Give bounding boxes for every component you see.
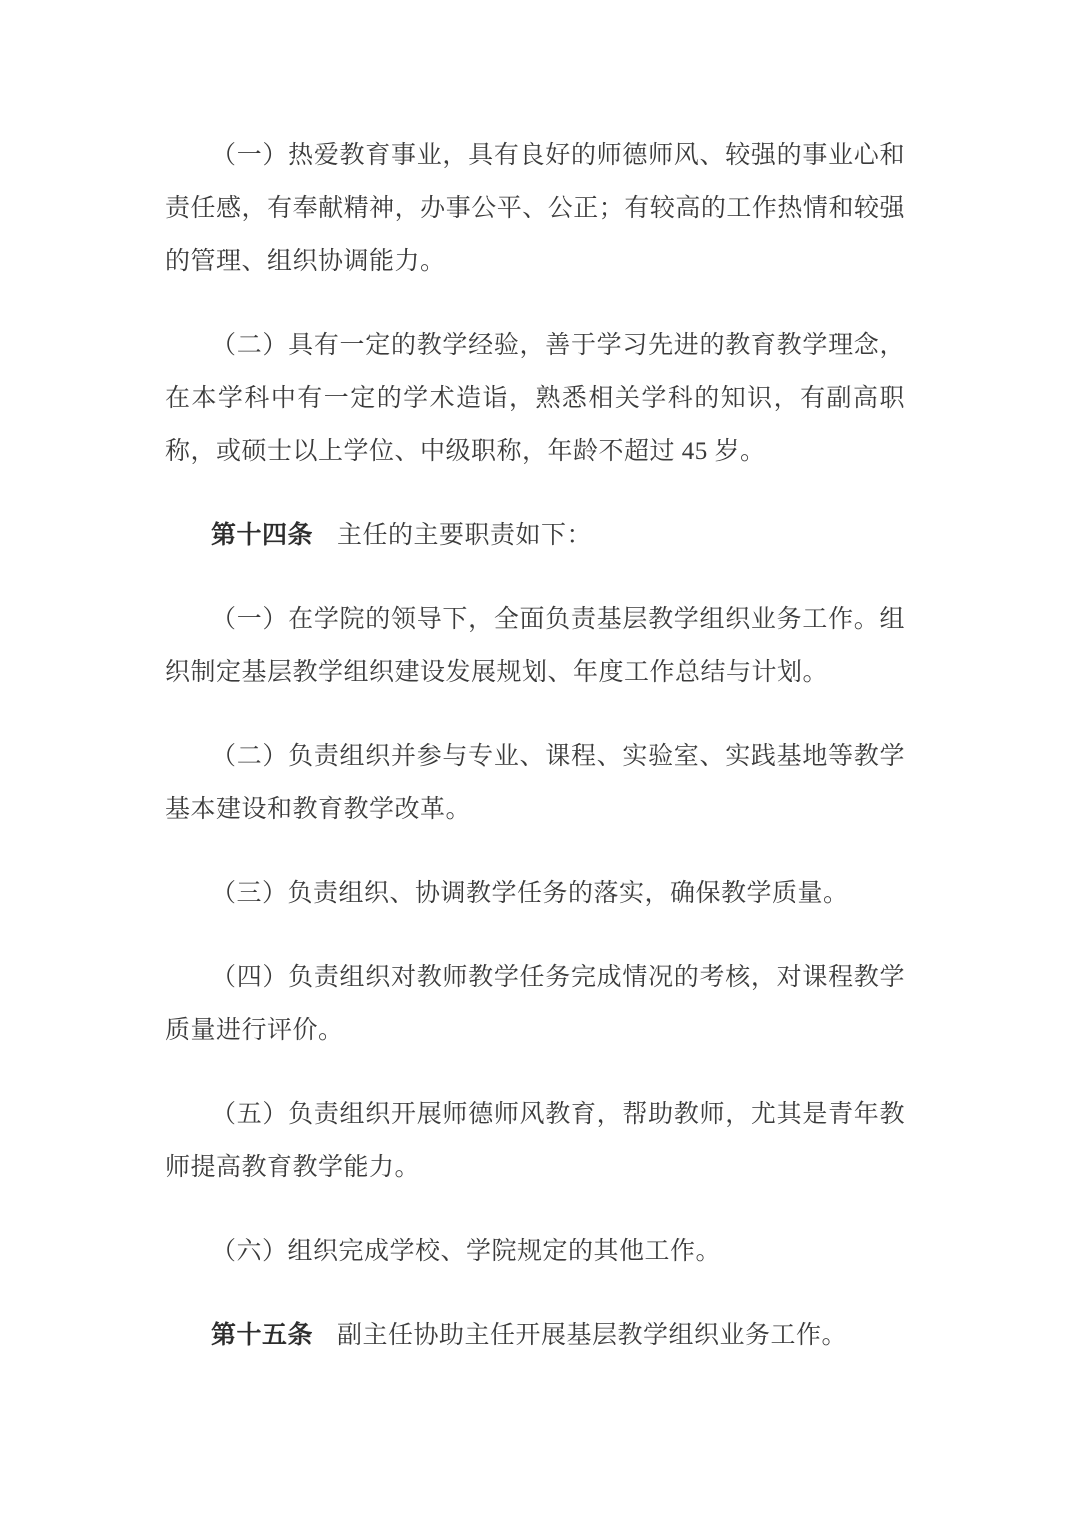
article-number: 第十五条	[211, 1322, 314, 1349]
paragraph: （五）负责组织开展师德师风教育，帮助教师，尤其是青年教师提高教育教学能力。	[165, 1101, 905, 1181]
paragraph: （二）具有一定的教学经验，善于学习先进的教育教学理念，在本学科中有一定的学术造诣，熟悉相关学科的知识，有副高职称，或硕士以上学位、中级职称，年龄不超过 45 岁。	[165, 332, 905, 465]
paragraph: （四）负责组织对教师教学任务完成情况的考核，对课程教学质量进行评价。	[165, 964, 905, 1044]
article-number: 第十四条	[211, 522, 314, 549]
paragraph-text: 主任的主要职责如下：	[337, 522, 593, 549]
paragraph: （二）负责组织并参与专业、课程、实验室、实践基地等教学基本建设和教育教学改革。	[165, 743, 905, 823]
paragraph-text: 副主任协助主任开展基层教学组织业务工作。	[337, 1322, 848, 1349]
paragraph	[165, 509, 905, 562]
paragraph	[165, 1309, 905, 1362]
paragraph: （一）热爱教育事业，具有良好的师德师风、较强的事业心和责任感，有奉献精神，办事公平、公正；有较高的工作热情和较强的管理、组织协调能力。	[165, 142, 905, 275]
paragraph: （三）负责组织、协调教学任务的落实，确保教学质量。	[211, 880, 849, 907]
paragraph: （六）组织完成学校、学院规定的其他工作。	[211, 1238, 722, 1265]
paragraph: （一）在学院的领导下，全面负责基层教学组织业务工作。组织制定基层教学组织建设发展规划、年度工作总结与计划。	[165, 606, 905, 686]
